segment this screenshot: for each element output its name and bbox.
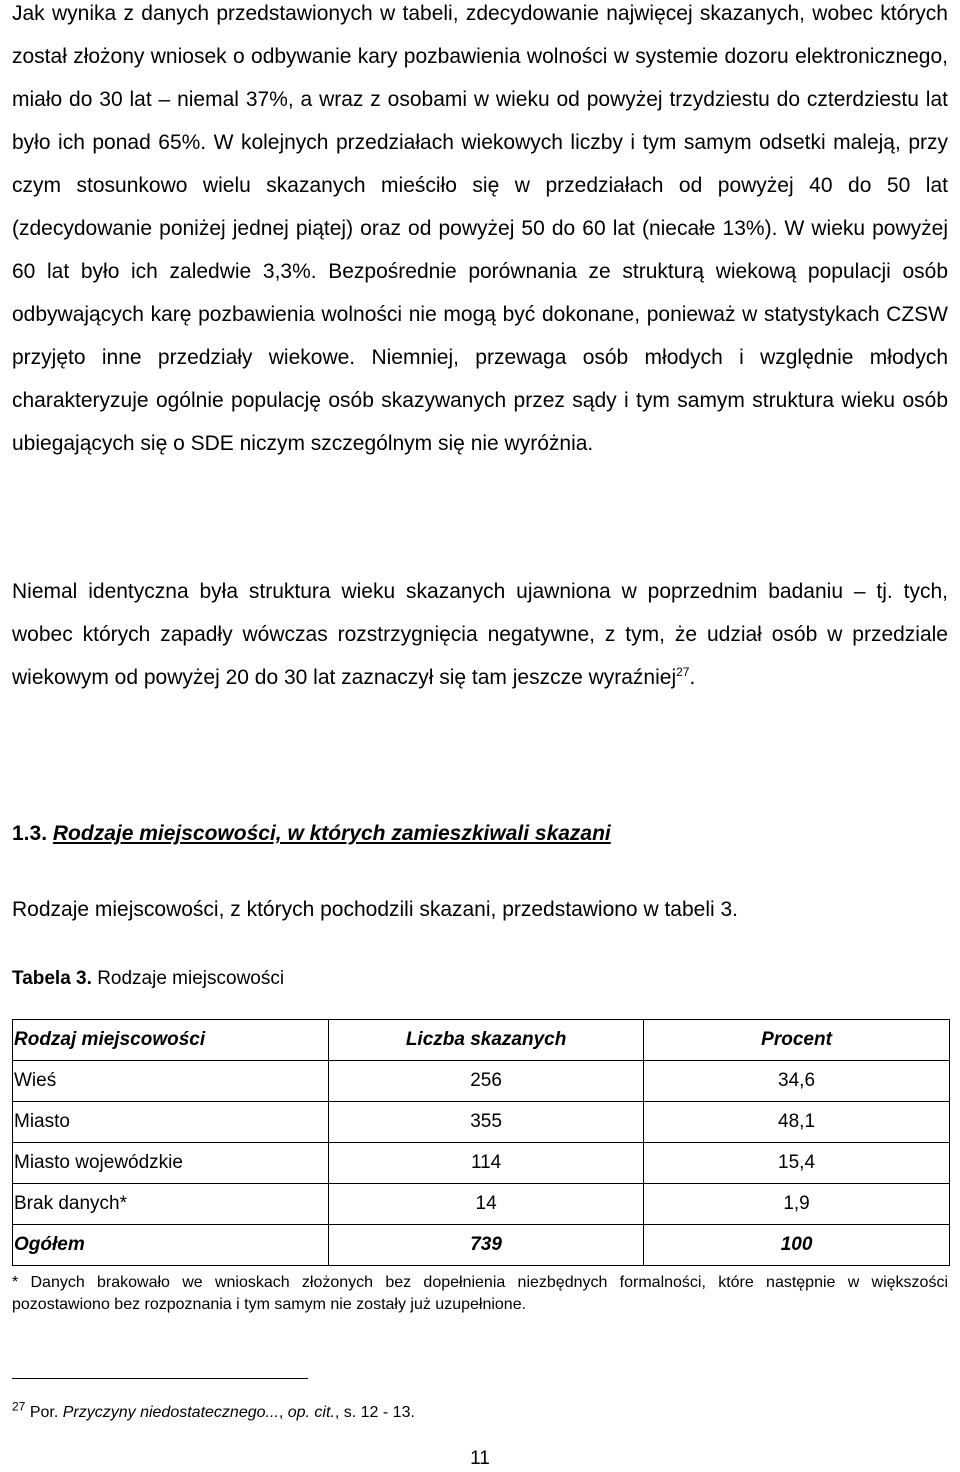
- cell-locality: Wieś: [13, 1061, 329, 1102]
- table-footnote: * Danych brakowało we wnioskach złożonych bez dopełnienia niezbędnych formalności, które następnie w większości pozostawiono bez rozpoznania i tym samym nie zostały już uzupełnione.: [12, 1274, 948, 1313]
- footnote-prefix: Por.: [29, 1404, 59, 1421]
- table-header-row: [13, 1020, 950, 1061]
- table-caption: [12, 968, 284, 990]
- body-paragraph-2: [12, 570, 948, 699]
- footnote-opcit: op. cit.: [287, 1404, 335, 1421]
- body-paragraph-1: Jak wynika z danych przedstawionych w tabeli, zdecydowanie najwięcej skazanych, wobec których został złożony wniosek o odbywanie kary pozbawienia wolności w systemie dozoru elektronicznego, miało do 30 lat – niemal 37%, a wraz z osobami w wieku od powyżej trzydziestu do czterdziestu lat było ich ponad 65%. W kolejnych przedziałach wiekowych liczby i tym samym odsetki maleją, przy czym stosunkowo wielu skazanych mieściło się w przedziałach od powyżej 40 do 50 lat (zdecydowanie poniżej jednej piątej) oraz od powyżej 50 do 60 lat (niecałe 13%). W wieku powyżej 60 lat było ich zaledwie 3,3%. Bezpośrednie porównania ze strukturą wiekową populacji osób odbywających karę pozbawienia wolności nie mogą być dokonane, ponieważ w statystykach CZSW przyjęto inne przedziały wiekowe. Niemniej, przewaga osób młodych i względnie młodych charakteryzuje ogólnie populację osób skazywanych przez sądy i tym samym struktura wieku osób ubiegających się o SDE niczym szczególnym się nie wyróżnia.: [12, 2, 948, 455]
- section-title: Rodzaje miejscowości, w których zamieszkiwali skazani: [52, 822, 611, 845]
- footnote-ref-27[interactable]: 27: [676, 665, 690, 679]
- paragraph-2-end: .: [689, 666, 696, 689]
- page-number: 11: [470, 1448, 490, 1469]
- cell-count: 256: [329, 1061, 644, 1102]
- footnote-divider: [12, 1378, 308, 1379]
- cell-percent: 48,1: [644, 1102, 950, 1143]
- table-row: [13, 1061, 950, 1102]
- locality-table: [12, 1019, 950, 1266]
- total-count: 739: [329, 1225, 644, 1266]
- total-label: Ogółem: [13, 1225, 329, 1266]
- table-caption-text: Rodzaje miejscowości: [97, 968, 285, 989]
- footnote-source-title: Przyczyny niedostatecznego...: [62, 1404, 279, 1421]
- cell-count: 114: [329, 1143, 644, 1184]
- total-percent: 100: [644, 1225, 950, 1266]
- footnote-pages: , s. 12 - 13.: [334, 1404, 415, 1421]
- table-total-row: [13, 1225, 950, 1266]
- paragraph-2-text: Niemal identyczna była struktura wieku skazanych ujawniona w poprzednim badaniu – tj. tych, wobec których zapadły wówczas rozstrzygnięcia negatywne, z tym, że udział osób w przedziale wiekowym od powyżej 20 do 30 lat zaznaczył się tam jeszcze wyraźniej: [12, 580, 948, 689]
- cell-count: 355: [329, 1102, 644, 1143]
- header-locality-type: Rodzaj miejscowości: [13, 1020, 329, 1061]
- cell-locality: Brak danych*: [13, 1184, 329, 1225]
- footnote-separator: ,: [278, 1404, 288, 1421]
- cell-percent: 34,6: [644, 1061, 950, 1102]
- table-intro-text: Rodzaje miejscowości, z których pochodzili skazani, przedstawiono w tabeli 3.: [12, 898, 738, 921]
- footnote-number: 27: [12, 1399, 26, 1414]
- header-percent: Procent: [644, 1020, 950, 1061]
- cell-locality: Miasto wojewódzkie: [13, 1143, 329, 1184]
- section-number: 1.3.: [12, 822, 48, 845]
- cell-percent: 15,4: [644, 1143, 950, 1184]
- table-row: [13, 1143, 950, 1184]
- cell-locality: Miasto: [13, 1102, 329, 1143]
- cell-percent: 1,9: [644, 1184, 950, 1225]
- header-count: Liczba skazanych: [329, 1020, 644, 1061]
- table-row: [13, 1184, 950, 1225]
- footnote-27: [12, 1399, 415, 1422]
- table-caption-label: Tabela 3.: [12, 968, 92, 989]
- section-heading: [12, 822, 611, 846]
- cell-count: 14: [329, 1184, 644, 1225]
- table-row: [13, 1102, 950, 1143]
